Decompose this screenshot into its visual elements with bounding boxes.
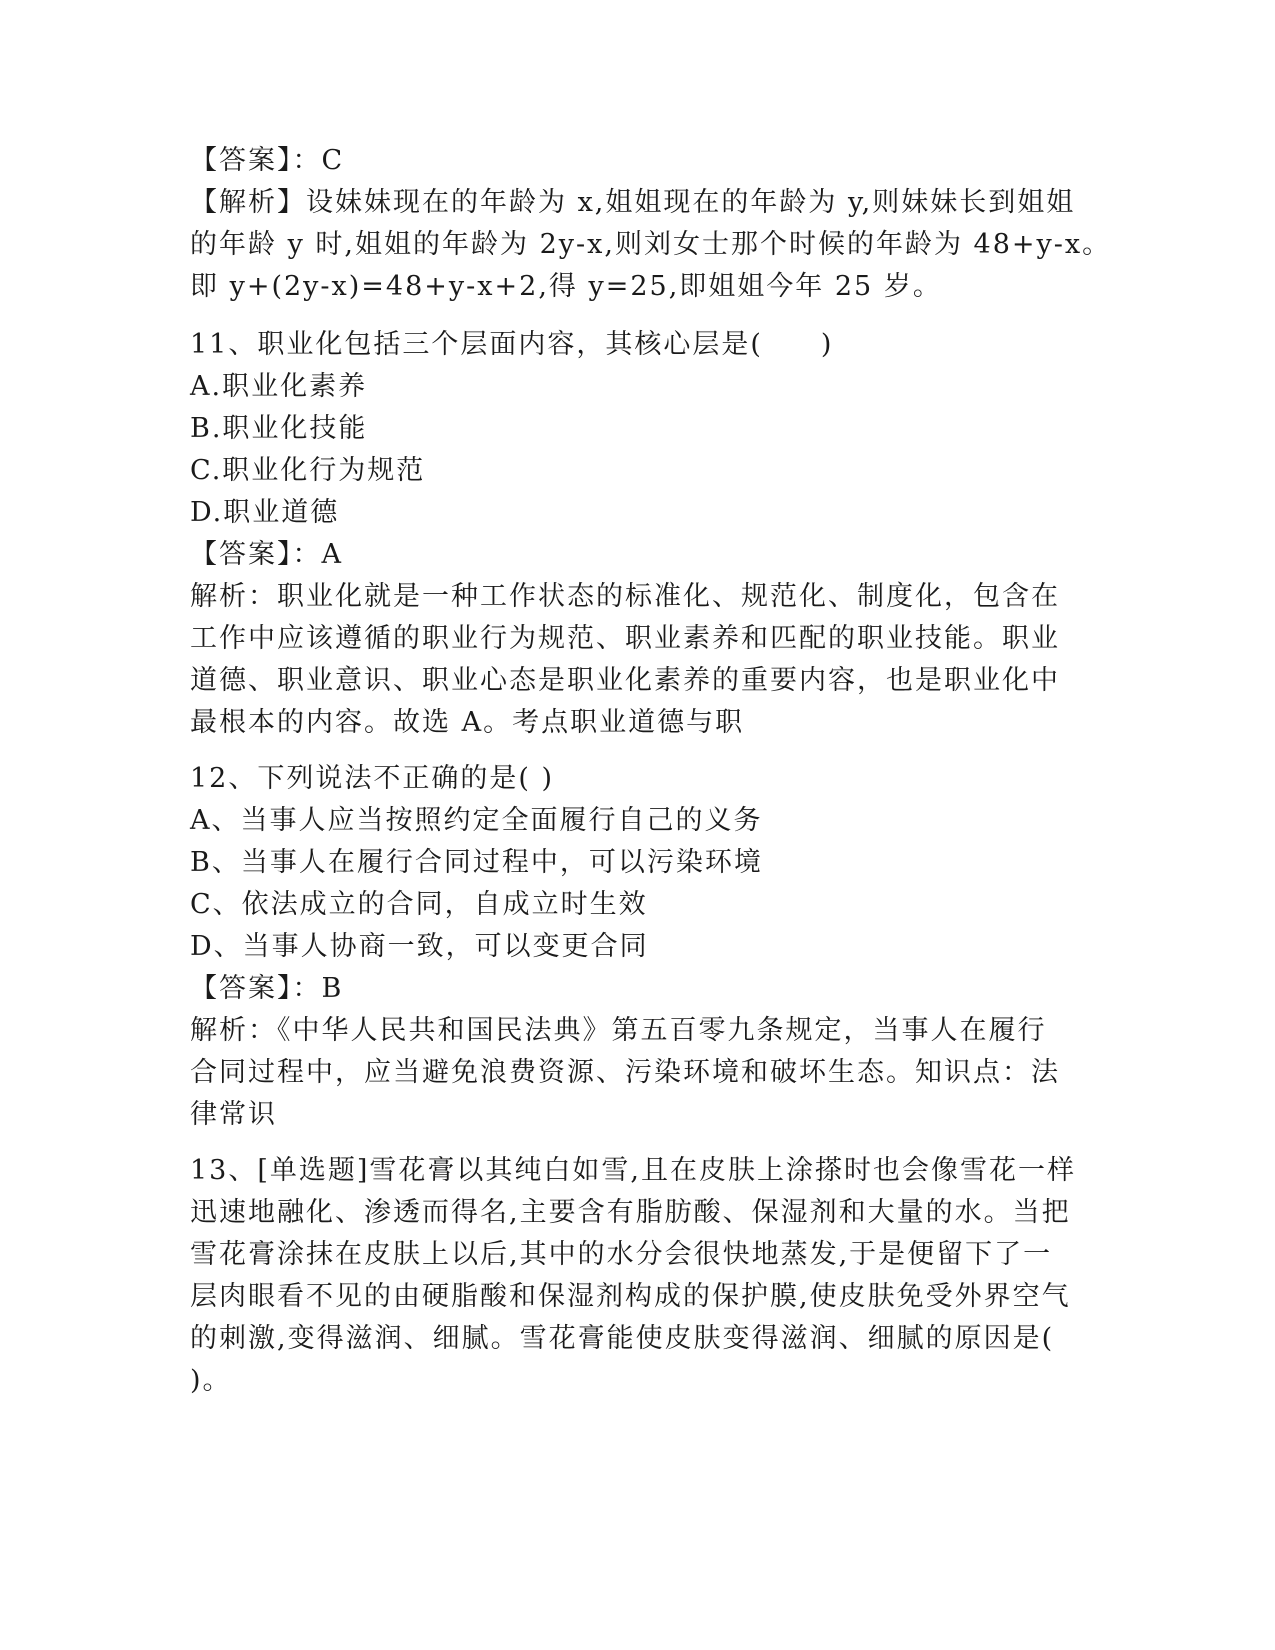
analysis-line: 解析：职业化就是一种工作状态的标准化、规范化、制度化，包含在 <box>190 581 1060 612</box>
option-c: C、依法成立的合同，自成立时生效 <box>190 889 648 920</box>
q10-answer-block <box>190 140 1112 308</box>
option-b: B、当事人在履行合同过程中，可以污染环境 <box>190 847 763 878</box>
option-d: D、当事人协商一致，可以变更合同 <box>190 931 649 962</box>
option-a: A.职业化素养 <box>190 371 368 402</box>
analysis-line: 最根本的内容。故选 A。考点职业道德与职 <box>190 707 745 738</box>
answer-line: 【答案】：C <box>190 145 345 176</box>
question-12 <box>190 758 1090 1136</box>
option-a: A、当事人应当按照约定全面履行自己的义务 <box>190 805 763 836</box>
analysis-line: 即 y+(2y-x)=48+y-x+2,得 y=25,即姐姐今年 25 岁。 <box>190 271 942 302</box>
question-stem-line: 13、[单选题]雪花膏以其纯白如雪,且在皮肤上涂搽时也会像雪花一样 <box>190 1155 1077 1186</box>
analysis-line: 律常识 <box>190 1099 277 1130</box>
option-d: D.职业道德 <box>190 497 340 528</box>
analysis-line: 道德、职业意识、职业心态是职业化素养的重要内容，也是职业化中 <box>190 665 1060 696</box>
question-stem: 12、下列说法不正确的是( ) <box>190 763 555 794</box>
question-11 <box>190 324 1090 744</box>
question-stem-line: )。 <box>190 1365 232 1396</box>
answer-line: 【答案】：B <box>190 973 344 1004</box>
analysis-line: 工作中应该遵循的职业行为规范、职业素养和匹配的职业技能。职业 <box>190 623 1060 654</box>
question-stem-line: 迅速地融化、渗透而得名,主要含有脂肪酸、保湿剂和大量的水。当把 <box>190 1197 1071 1228</box>
analysis-line: 解析：《中华人民共和国民法典》第五百零九条规定，当事人在履行 <box>190 1015 1047 1046</box>
question-13 <box>190 1150 1090 1402</box>
analysis-line: 合同过程中，应当避免浪费资源、污染环境和破坏生态。知识点：法 <box>190 1057 1060 1088</box>
question-stem: 11、职业化包括三个层面内容，其核心层是( ) <box>190 329 834 360</box>
option-c: C.职业化行为规范 <box>190 455 426 486</box>
question-stem-line: 的刺激,变得滋润、细腻。雪花膏能使皮肤变得滋润、细腻的原因是( <box>190 1323 1055 1354</box>
analysis-line: 的年龄 y 时,姐姐的年龄为 2y-x,则刘女士那个时候的年龄为 48+y-x。 <box>190 229 1112 260</box>
analysis-line: 【解析】设妹妹现在的年龄为 x,姐姐现在的年龄为 y,则妹妹长到姐姐 <box>190 187 1076 218</box>
answer-line: 【答案】：A <box>190 539 343 570</box>
option-b: B.职业化技能 <box>190 413 368 444</box>
question-stem-line: 层肉眼看不见的由硬脂酸和保湿剂构成的保护膜,使皮肤免受外界空气 <box>190 1281 1071 1312</box>
question-stem-line: 雪花膏涂抹在皮肤上以后,其中的水分会很快地蒸发,于是便留下了一 <box>190 1239 1053 1270</box>
